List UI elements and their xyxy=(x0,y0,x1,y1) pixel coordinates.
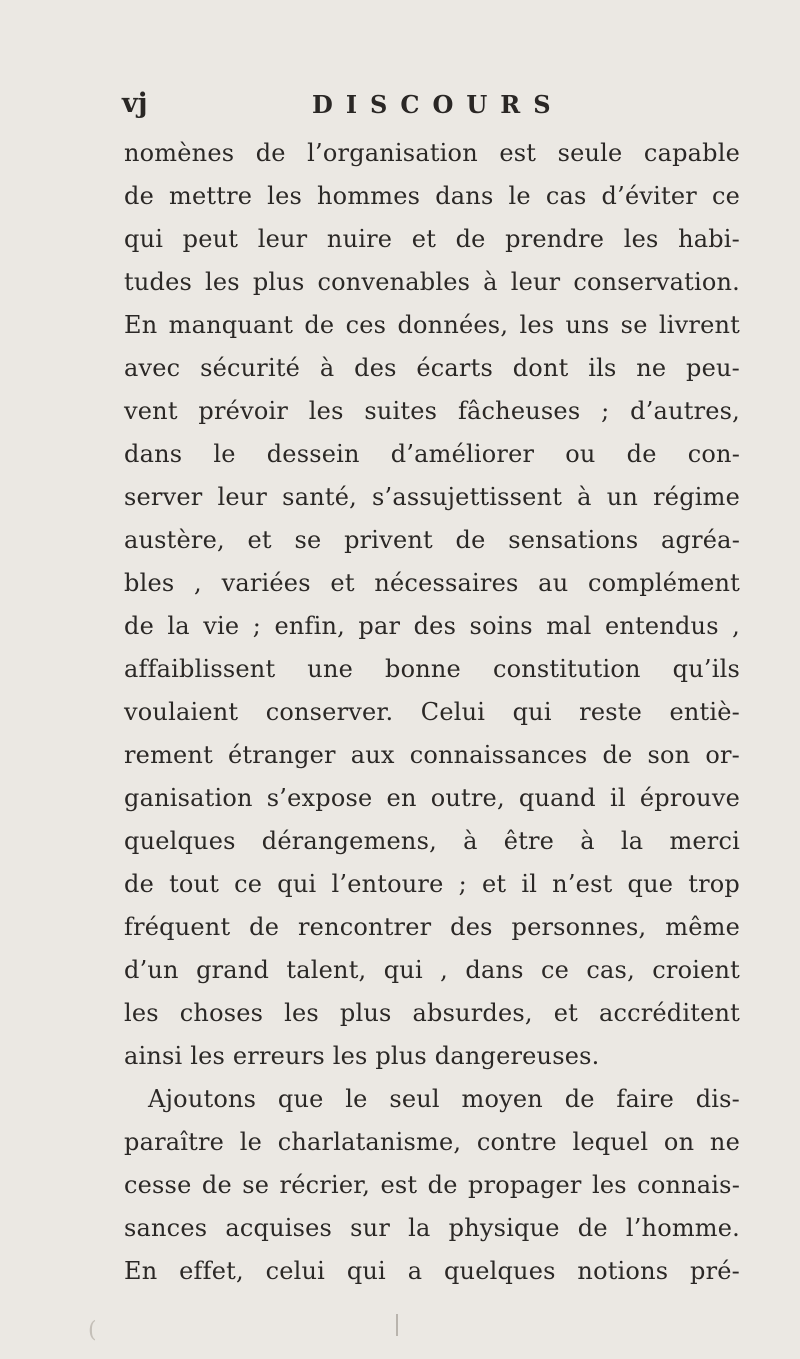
text-line: avec sécurité à des écarts dont ils ne peu- xyxy=(124,354,740,382)
text-line: En effet, celui qui a quelques notions pré- xyxy=(124,1257,740,1285)
text-line: de tout ce qui l’entoure ; et il n’est que trop xyxy=(124,870,740,898)
body-text xyxy=(124,132,740,1293)
text-line: nomènes de l’organisation est seule capable xyxy=(124,139,740,167)
text-line: les choses les plus absurdes, et accréditent xyxy=(124,999,740,1027)
text-line: affaiblissent une bonne constitution qu’ils xyxy=(124,655,740,683)
text-line: quelques dérangemens, à être à la merci xyxy=(124,827,740,855)
text-line: server leur santé, s’assujettissent à un régime xyxy=(124,483,740,511)
text-line: Ajoutons que le seul moyen de faire dis- xyxy=(148,1085,740,1113)
ink-mark xyxy=(396,1314,404,1336)
text-line: austère, et se privent de sensations agréa- xyxy=(124,526,740,554)
text-line: rement étranger aux connaissances de son or- xyxy=(124,741,740,769)
text-line: vent prévoir les suites fâcheuses ; d’autres, xyxy=(124,397,740,425)
margin-mark: ( xyxy=(88,1318,97,1343)
text-line: de la vie ; enfin, par des soins mal entendus , xyxy=(124,612,740,640)
text-line: dans le dessein d’améliorer ou de con- xyxy=(124,440,740,468)
text-line: paraître le charlatanisme, contre lequel on ne xyxy=(124,1128,740,1156)
text-line: cesse de se récrier, est de propager les connais- xyxy=(124,1171,740,1199)
text-line: qui peut leur nuire et de prendre les habi- xyxy=(124,225,740,253)
text-line: sances acquises sur la physique de l’homme. xyxy=(124,1214,740,1242)
page-header xyxy=(122,88,742,128)
text-line: En manquant de ces données, les uns se livrent xyxy=(124,311,740,339)
text-line: ainsi les erreurs les plus dangereuses. xyxy=(124,1042,600,1070)
page-number: vj xyxy=(122,88,148,119)
text-line: tudes les plus convenables à leur conservation. xyxy=(124,268,740,296)
text-line: d’un grand talent, qui , dans ce cas, croient xyxy=(124,956,740,984)
running-title: DISCOURS xyxy=(312,90,564,119)
text-line: de mettre les hommes dans le cas d’éviter ce xyxy=(124,182,740,210)
text-line: fréquent de rencontrer des personnes, même xyxy=(124,913,740,941)
text-line: bles , variées et nécessaires au complément xyxy=(124,569,740,597)
text-line: voulaient conserver. Celui qui reste entiè- xyxy=(124,698,740,726)
text-line: ganisation s’expose en outre, quand il éprouve xyxy=(124,784,740,812)
